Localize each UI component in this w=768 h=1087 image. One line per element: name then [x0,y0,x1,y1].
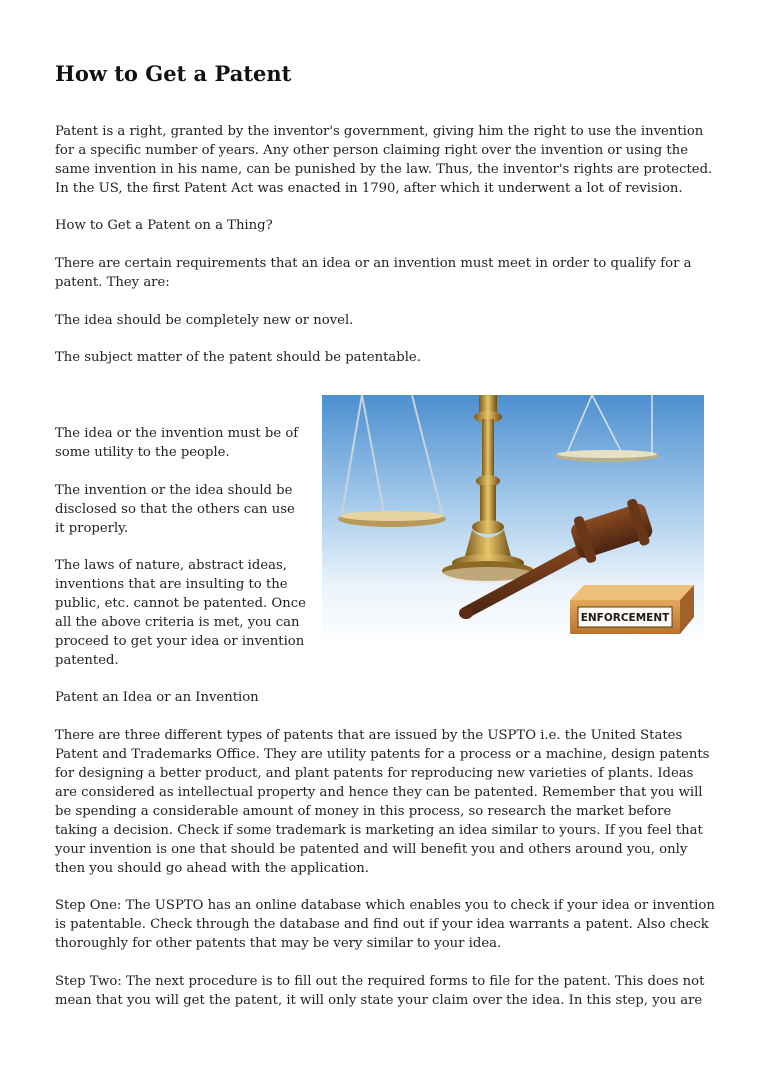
requirement-patentable: The subject matter of the patent should be patentable. [55,350,421,365]
step-two-paragraph: Step Two: The next procedure is to fill out the required forms to file for the patent. This does not mean that you will get the patent, it will only state your claim over the idea. In this step, you are [55,974,705,1008]
scales-gavel-image [322,395,704,648]
exclusions-paragraph: The laws of nature, abstract ideas, inventions that are insulting to the public, etc. cannot be patented. Once all the above criteria is met, you can proceed to get your idea or invention patented. [55,558,306,668]
requirement-novel: The idea should be completely new or novel. [55,313,354,328]
subheading-patent-idea: Patent an Idea or an Invention [55,690,259,705]
page-title: How to Get a Patent [55,61,292,86]
patent-types-paragraph: There are three different types of patents that are issued by the USPTO i.e. the United States Patent and Trademarks Office. They are utility patents for a process or a machine, design patents for designing a better product, and plant patents for reproducing new varieties of plants. Ideas are considered as intellectual property and hence they can be patented. Remember that you will be spending a considerable amount of money in this process, so research the market before taking a decision. Check if some trademark is marketing an idea similar to yours. If you feel that your invention is one that should be patented and will benefit you and others around you, only then you should go ahead with the application. [55,728,710,876]
requirement-utility: The idea or the invention must be of some utility to the people. [55,426,299,460]
enforcement-label: ENFORCEMENT [580,612,670,624]
intro-paragraph: Patent is a right, granted by the inventor's government, giving him the right to use the invention for a specific number of years. Any other person claiming right over the invention or using the same invention in his name, can be punished by the law. Thus, the inventor's rights are protected. In the US, the first Patent Act was enacted in 1790, after which it underwent a lot of revision. [55,124,713,196]
step-one-paragraph: Step One: The USPTO has an online database which enables you to check if your idea or invention is patentable. Check through the database and find out if your idea warrants a patent. Also check thoroughly for other patents that may be very similar to your idea. [55,898,715,951]
requirement-disclosure: The invention or the idea should be disclosed so that the others can use it properly. [55,483,295,536]
subheading-how-to: How to Get a Patent on a Thing? [55,218,273,233]
requirements-paragraph: There are certain requirements that an idea or an invention must meet in order to qualify for a patent. They are: [55,256,692,290]
